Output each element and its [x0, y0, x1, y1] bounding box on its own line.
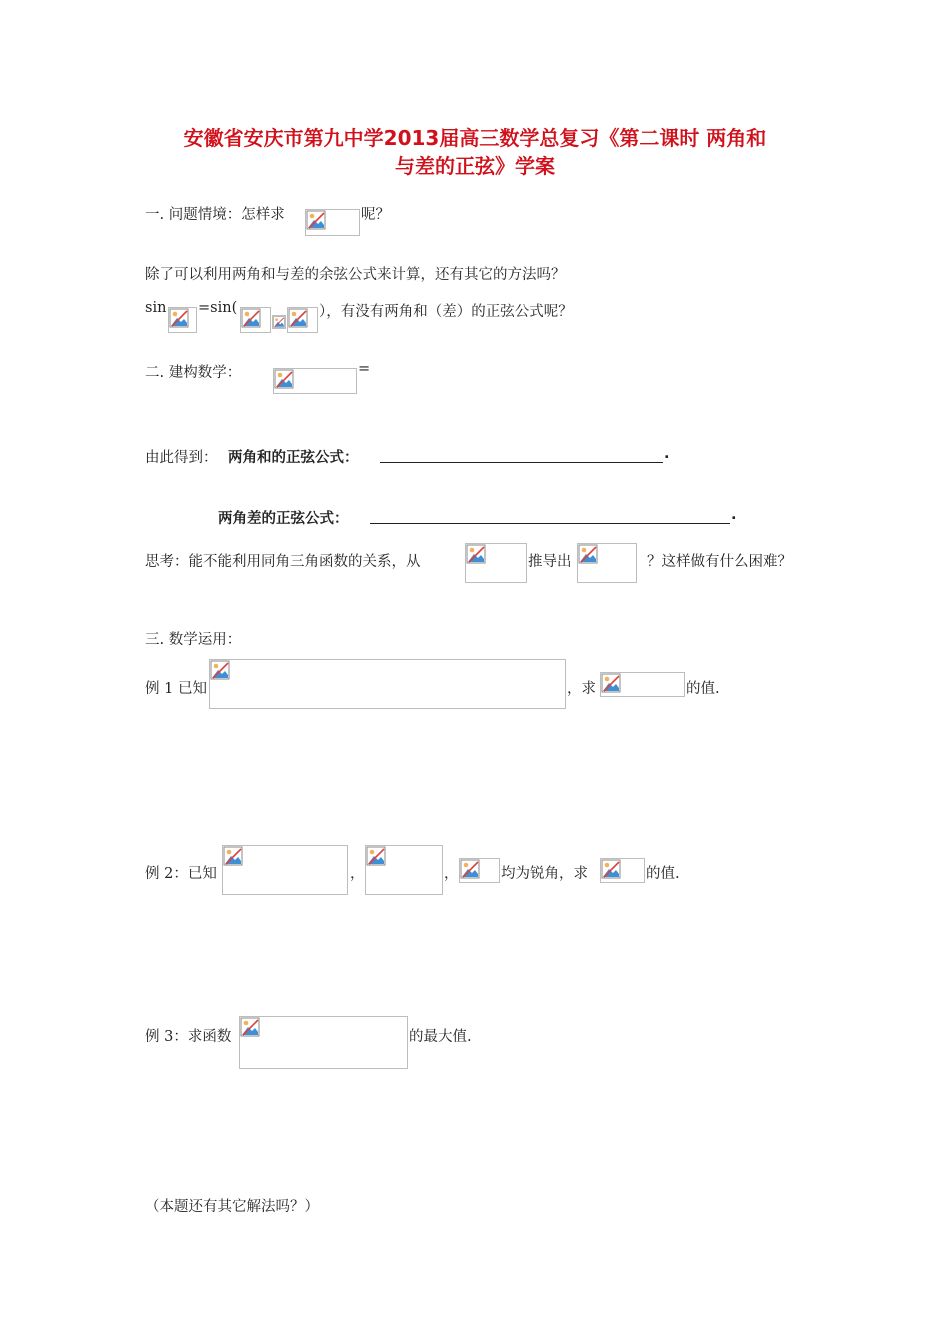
example-3-suffix: 的最大值.	[409, 1029, 472, 1045]
section-2-equals: =	[358, 361, 371, 377]
section-2-heading: 二. 建构数学：	[145, 365, 242, 381]
sum-formula-blank[interactable]	[380, 462, 663, 463]
sin-text-2: =sin(	[198, 300, 238, 316]
example-2-comma-2: ，	[444, 866, 459, 882]
formula-image-placeholder	[239, 1016, 408, 1069]
broken-image-icon	[241, 308, 261, 328]
section-3-heading: 三. 数学运用：	[145, 632, 242, 648]
example-1-suffix: 的值.	[686, 681, 720, 697]
section-1-suffix: 呢？	[361, 207, 390, 223]
broken-image-icon	[288, 308, 308, 328]
formula-image-placeholder	[365, 845, 443, 895]
formula-image-placeholder	[209, 659, 566, 709]
formula-image-placeholder	[465, 543, 527, 583]
example-3-prefix: 例 3：求函数	[145, 1029, 232, 1045]
broken-image-icon	[223, 846, 243, 866]
example-2-suffix: 的值.	[646, 866, 680, 882]
broken-image-icon	[210, 660, 230, 680]
broken-image-icon	[274, 369, 294, 389]
example-1-prefix: 例 1 已知	[145, 681, 207, 697]
broken-image-icon	[273, 316, 285, 328]
example-2-middle: 均为锐角，求	[501, 866, 588, 882]
formula-image-placeholder	[577, 543, 637, 583]
broken-image-icon	[578, 544, 598, 564]
diff-formula-end: .	[731, 507, 737, 523]
document-title-line-2: 与差的正弦》学案	[395, 154, 555, 178]
formula-image-placeholder	[459, 858, 500, 883]
example-2-comma-1: ，	[350, 866, 365, 882]
broken-image-icon	[601, 673, 621, 693]
paragraph-1: 除了可以利用两角和与差的余弦公式来计算，还有其它的方法吗？	[145, 267, 566, 283]
diff-formula-label: 两角差的正弦公式：	[218, 511, 349, 527]
sum-formula-label: 两角和的正弦公式：	[228, 450, 359, 466]
broken-image-icon	[169, 308, 189, 328]
broken-image-icon	[466, 544, 486, 564]
diff-formula-blank[interactable]	[370, 523, 730, 524]
broken-image-icon	[460, 859, 480, 879]
example-1-middle: ，求	[567, 681, 596, 697]
sin-text-3: ），有没有两角和（差）的正弦公式呢？	[319, 304, 573, 320]
formula-image-placeholder	[272, 315, 286, 329]
formula-image-placeholder	[222, 845, 348, 895]
derive-prefix: 由此得到：	[145, 450, 218, 466]
closing-note: （本题还有其它解法吗？）	[145, 1199, 319, 1215]
broken-image-icon	[240, 1017, 260, 1037]
formula-image-placeholder	[600, 858, 645, 883]
formula-image-placeholder	[305, 209, 360, 236]
think-middle: 推导出	[528, 554, 572, 570]
sin-text-1: sin	[145, 300, 167, 316]
example-2-prefix: 例 2：已知	[145, 866, 217, 882]
think-prefix: 思考：能不能利用同角三角函数的关系，从	[145, 554, 421, 570]
formula-image-placeholder	[273, 368, 357, 394]
document-title-line-1: 安徽省安庆市第九中学2013届高三数学总复习《第二课时 两角和	[183, 126, 767, 150]
sum-formula-end: .	[664, 446, 670, 462]
broken-image-icon	[366, 846, 386, 866]
formula-image-placeholder	[600, 672, 685, 697]
formula-image-placeholder	[240, 307, 271, 333]
broken-image-icon	[601, 859, 621, 879]
formula-image-placeholder	[287, 307, 318, 333]
broken-image-icon	[306, 210, 326, 230]
section-1-heading: 一. 问题情境：怎样求	[145, 207, 285, 223]
formula-image-placeholder	[168, 307, 197, 333]
think-suffix: ？这样做有什么困难？	[647, 554, 792, 570]
